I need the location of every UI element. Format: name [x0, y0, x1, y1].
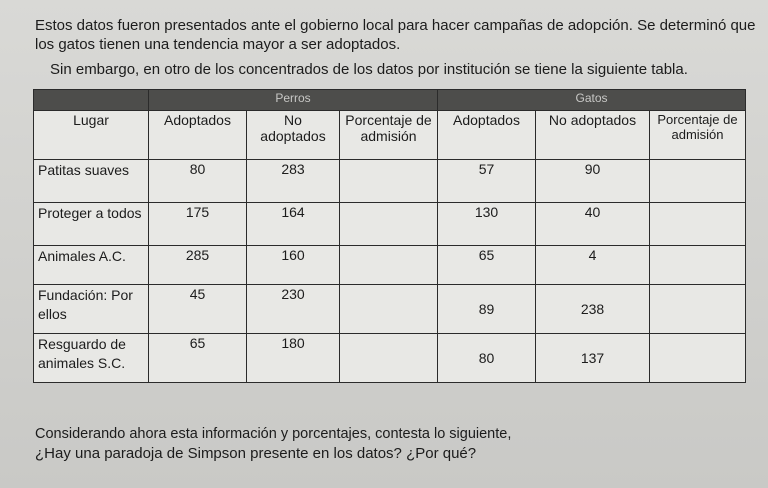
cell-cats-not-adopted: 40 — [536, 203, 650, 246]
header-dogs-not-adopted: No adoptados — [247, 111, 340, 160]
cell-dogs-admission-pct — [340, 285, 438, 334]
cell-cats-admission-pct — [650, 246, 746, 285]
group-header-dogs: Perros — [149, 90, 438, 111]
cell-cats-adopted: 130 — [438, 203, 536, 246]
adoption-table — [33, 89, 746, 383]
header-dogs-admission-pct: Porcentaje de admisión — [340, 111, 438, 160]
cell-cats-admission-pct — [650, 160, 746, 203]
question-line: ¿Hay una paradoja de Simpson presente en los datos? ¿Por qué? — [35, 445, 477, 462]
cell-dogs-adopted: 80 — [149, 160, 247, 203]
intro-line-1: Estos datos fueron presentados ante el gobierno local para hacer campañas de adopción. Se determinó que — [35, 17, 756, 34]
table-row — [34, 246, 746, 285]
cell-cats-admission-pct — [650, 203, 746, 246]
group-header-blank — [34, 90, 149, 111]
cell-dogs-not-adopted: 283 — [247, 160, 340, 203]
intro-line-2: los gatos tienen una tendencia mayor a ser adoptados. — [35, 36, 401, 53]
cell-cats-adopted: 89 — [438, 285, 536, 334]
header-place: Lugar — [34, 111, 149, 160]
header-dogs-adopted: Adoptados — [149, 111, 247, 160]
cell-place: Patitas suaves — [34, 160, 149, 203]
cell-dogs-adopted: 45 — [149, 285, 247, 334]
table-row — [34, 285, 746, 334]
cell-dogs-adopted: 285 — [149, 246, 247, 285]
cell-cats-adopted: 65 — [438, 246, 536, 285]
cell-cats-not-adopted: 238 — [536, 285, 650, 334]
group-header-row — [34, 90, 746, 111]
header-cats-admission-pct: Porcentaje de admisión — [650, 111, 746, 160]
cell-cats-not-adopted: 4 — [536, 246, 650, 285]
table-row — [34, 203, 746, 246]
cell-place: Fundación: Por ellos — [34, 285, 149, 334]
cell-place: Animales A.C. — [34, 246, 149, 285]
table-row — [34, 334, 746, 383]
cell-dogs-admission-pct — [340, 160, 438, 203]
intro-line-3: Sin embargo, en otro de los concentrados de los datos por institución se tiene la siguiente tabla. — [50, 61, 688, 78]
header-cats-adopted: Adoptados — [438, 111, 536, 160]
cell-cats-adopted: 80 — [438, 334, 536, 383]
cell-dogs-not-adopted: 230 — [247, 285, 340, 334]
cell-dogs-not-adopted: 180 — [247, 334, 340, 383]
cell-cats-adopted: 57 — [438, 160, 536, 203]
cell-dogs-not-adopted: 160 — [247, 246, 340, 285]
table-row — [34, 160, 746, 203]
header-cats-not-adopted: No adoptados — [536, 111, 650, 160]
cell-dogs-admission-pct — [340, 203, 438, 246]
column-header-row — [34, 111, 746, 160]
cell-dogs-adopted: 175 — [149, 203, 247, 246]
cell-dogs-admission-pct — [340, 246, 438, 285]
cell-dogs-not-adopted: 164 — [247, 203, 340, 246]
cell-cats-admission-pct — [650, 285, 746, 334]
cell-cats-not-adopted: 90 — [536, 160, 650, 203]
instruction-line: Considerando ahora esta información y porcentajes, contesta lo siguiente, — [35, 426, 512, 442]
cell-cats-not-adopted: 137 — [536, 334, 650, 383]
cell-cats-admission-pct — [650, 334, 746, 383]
cell-place: Resguardo de animales S.C. — [34, 334, 149, 383]
cell-dogs-admission-pct — [340, 334, 438, 383]
cell-place: Proteger a todos — [34, 203, 149, 246]
group-header-cats: Gatos — [438, 90, 746, 111]
cell-dogs-adopted: 65 — [149, 334, 247, 383]
